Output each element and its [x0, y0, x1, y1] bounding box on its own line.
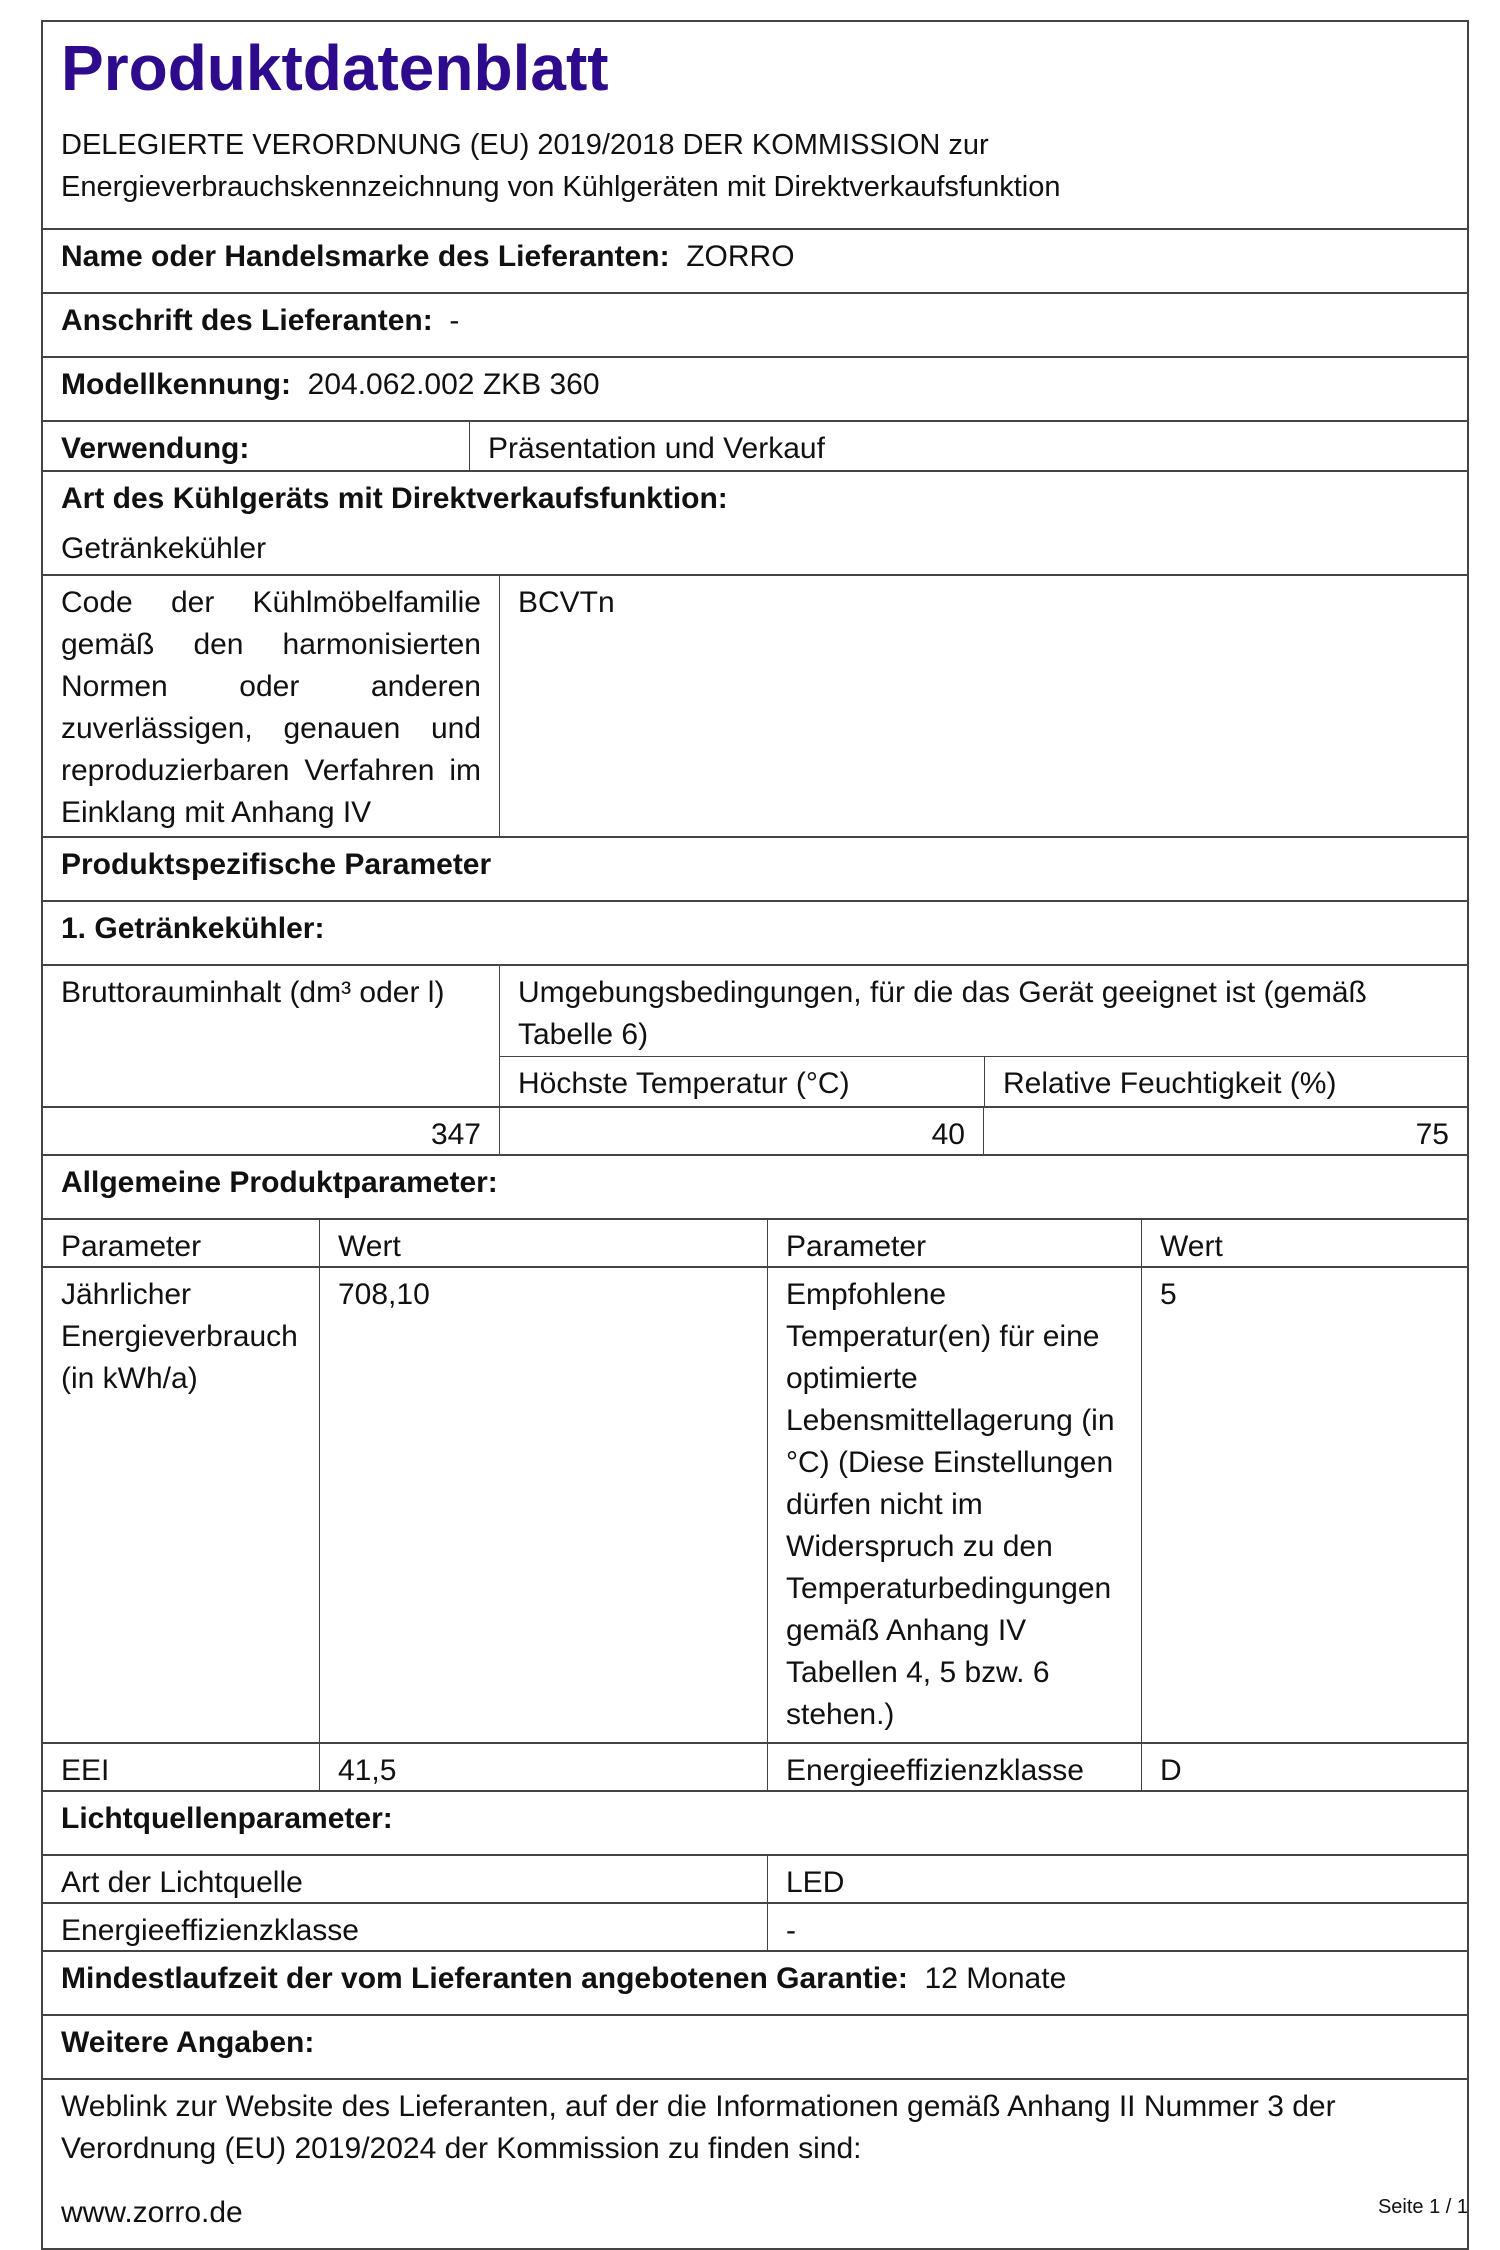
- appliance-type-label: Art des Kühlgeräts mit Direktverkaufsfunktion:: [61, 482, 728, 515]
- supplier-name-row: [43, 228, 1467, 292]
- usage-value: Präsentation und Verkauf: [469, 422, 1467, 470]
- light-energy-class-label: Energieeffizienzklasse: [61, 1914, 359, 1947]
- value-eei: 41,5: [319, 1744, 767, 1790]
- light-source-type-value: LED: [767, 1856, 1467, 1902]
- general-table-header: [43, 1218, 1467, 1266]
- parameter-annual-energy: Jährlicher Energieverbrauch (in kWh/a): [61, 1278, 298, 1395]
- regulation-subtitle: [43, 108, 1467, 228]
- warranty-value: 12 Monate: [924, 1962, 1067, 1995]
- humidity-value: 75: [983, 1108, 1467, 1154]
- volume-value: 347: [430, 1118, 481, 1151]
- appliance-type-row: [43, 470, 1467, 574]
- product-specific-heading-row: [43, 836, 1467, 900]
- light-source-type-label: Art der Lichtquelle: [61, 1866, 303, 1899]
- supplier-name-label: Name oder Handelsmarke des Lieferanten:: [61, 240, 670, 273]
- appliance-type-value: Getränkekühler: [61, 532, 267, 565]
- family-code-row: [43, 574, 1467, 836]
- further-info-row: [43, 2078, 1467, 2248]
- warranty-row: [43, 1950, 1467, 2014]
- supplier-weblink[interactable]: www.zorro.de: [61, 2196, 243, 2229]
- further-info-heading-row: [43, 2014, 1467, 2078]
- subtitle-line-1: DELEGIERTE VERORDNUNG (EU) 2019/2018 DER KOMMISSION zur: [61, 129, 989, 161]
- column-header: Parameter: [61, 1230, 202, 1263]
- value-recommended-temperature: 5: [1141, 1268, 1467, 1742]
- light-heading-row: [43, 1790, 1467, 1854]
- product-specific-heading: Produktspezifische Parameter: [61, 848, 492, 881]
- beverage-cooler-heading: 1. Getränkekühler:: [61, 912, 325, 945]
- table-row: [43, 1854, 1467, 1902]
- parameter-recommended-temperature: Empfohlene Temperatur(en) für eine optimierte Lebensmittellagerung (in °C) (Diese Einstellungen dürfen nicht im Widerspruch zu den Temperaturbedingungen gemäß Anhang IV Tabellen 4, 5 bzw. 6 stehen.): [767, 1268, 1141, 1742]
- supplier-address-value: -: [449, 304, 460, 337]
- family-code-label: Code der Kühlmöbelfamilie gemäß den harmonisierten Normen oder anderen zuverlässigen, genauen und reproduzierbaren Verfahren im Einklang mit Anhang IV: [61, 586, 481, 829]
- light-energy-class-value: -: [767, 1904, 1467, 1950]
- max-temp-value: 40: [499, 1108, 983, 1154]
- family-code-value: BCVTn: [499, 576, 1467, 836]
- value-energy-class: D: [1141, 1744, 1467, 1790]
- volume-label: Bruttorauminhalt (dm³ oder l): [61, 976, 445, 1009]
- column-header: Wert: [319, 1220, 767, 1266]
- humidity-label: Relative Feuchtigkeit (%): [984, 1057, 1467, 1106]
- value-annual-energy: 708,10: [319, 1268, 767, 1742]
- weblink-description: Weblink zur Website des Lieferanten, auf der die Informationen gemäß Anhang II Nummer 3 der Verordnung (EU) 2019/2024 der Kommission zu finden sind:: [61, 2090, 1336, 2165]
- warranty-label: Mindestlaufzeit der vom Lieferanten angebotenen Garantie:: [61, 1962, 908, 1995]
- table-row: [43, 1266, 1467, 1742]
- header-row: [43, 22, 1467, 228]
- further-info-heading: Weitere Angaben:: [61, 2026, 315, 2059]
- supplier-address-label: Anschrift des Lieferanten:: [61, 304, 433, 337]
- general-heading: Allgemeine Produktparameter:: [61, 1166, 498, 1199]
- ambient-conditions-label: Umgebungsbedingungen, für die das Gerät geeignet ist (gemäß Tabelle 6): [518, 976, 1367, 1051]
- usage-label: Verwendung:: [61, 432, 250, 465]
- page-number: Seite 1 / 1: [1377, 2196, 1468, 2218]
- subtitle-line-2: Energieverbrauchskennzeichnung von Kühlgeräten mit Direktverkaufsfunktion: [61, 171, 1061, 203]
- supplier-name-value: ZORRO: [686, 240, 795, 273]
- column-header: Parameter: [767, 1220, 1141, 1266]
- light-heading: Lichtquellenparameter:: [61, 1802, 393, 1835]
- max-temp-label: Höchste Temperatur (°C): [518, 1067, 850, 1100]
- model-label: Modellkennung:: [61, 368, 291, 401]
- general-heading-row: [43, 1154, 1467, 1218]
- table-row: [43, 1742, 1467, 1790]
- ambient-values-row: [43, 1106, 1467, 1154]
- product-data-sheet: [41, 20, 1469, 2250]
- model-value: 204.062.002 ZKB 360: [307, 368, 600, 401]
- supplier-address-row: [43, 292, 1467, 356]
- table-row: [43, 1902, 1467, 1950]
- beverage-cooler-heading-row: [43, 900, 1467, 964]
- model-row: [43, 356, 1467, 420]
- usage-row: [43, 420, 1467, 470]
- ambient-header-row: [43, 964, 1467, 1106]
- parameter-energy-class: Energieeffizienzklasse: [767, 1744, 1141, 1790]
- parameter-eei: EEI: [61, 1754, 110, 1787]
- column-header: Wert: [1141, 1220, 1467, 1266]
- page-title: Produktdatenblatt: [61, 32, 609, 104]
